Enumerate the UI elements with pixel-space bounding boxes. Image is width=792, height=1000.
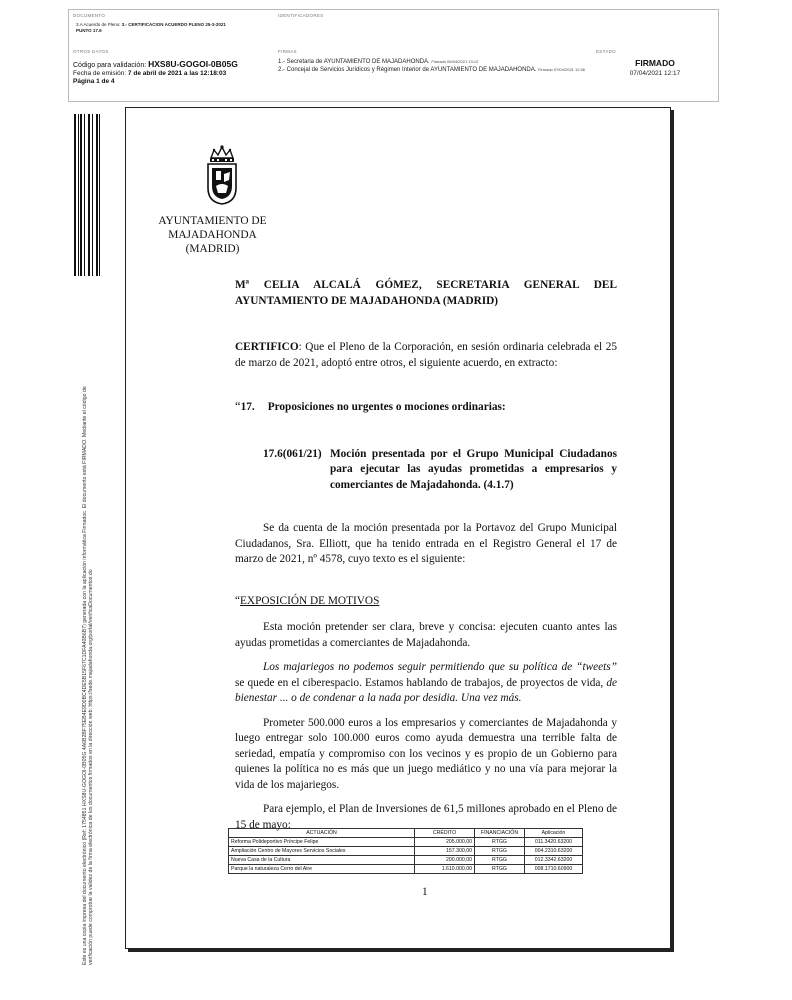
cell-credito: 1.610.000,00 [415,865,475,874]
letterhead-line1: AYUNTAMIENTO DE [158,215,267,227]
col-aplicacion: Aplicación [525,829,583,838]
paragraph-4: Para ejemplo, el Plan de Inversiones de 61,5 millones aprobado en el Pleno de 15 de mayo: [235,803,617,831]
table-row [229,838,583,847]
cell-aplicacion: 004.2310.63200 [525,847,583,856]
coat-of-arms-icon [203,144,241,206]
barcode-icon [74,114,100,276]
page-number: 1 [422,886,428,898]
col-financiacion: FINANCIACIÓN [475,829,525,838]
cell-financiacion: RTGG [475,865,525,874]
documento-line1: 3.A Acuerdo de Pleno: 3.- CERTIFICACION ACUERDO PLENO 25-3-2021 [76,22,226,27]
item-heading: “17. Proposiciones no urgentes o mociones ordinarias: [235,399,506,413]
firmas-caption: FIRMAS [278,49,297,54]
intro-paragraph: Se da cuenta de la moción presentada por la Portavoz del Grupo Municipal Ciudadanos, Sra. Elliott, que ha tenido entrada en el Registro General el 17 de marzo de 2021, nº 4578, cuyo texto es el siguiente: [235,522,617,565]
page-count: Página 1 de 4 [73,78,115,85]
cell-aplicacion: 008.1710.60900 [525,865,583,874]
table-row [229,856,583,865]
signature-1: 1.- Secretaria de AYUNTAMIENTO DE MAJADAHONDA. Firmado 06/04/2021 13:12 [278,59,479,65]
letterhead-line2: MAJADAHONDA [168,229,257,241]
cell-actuacion: Ampliación Centro de Mayores Servicios Sociales [229,847,415,856]
cell-credito: 157.300,00 [415,847,475,856]
documento-cell [69,10,274,46]
investment-table [228,828,583,874]
letterhead-line3: (MADRID) [185,243,240,255]
cell-financiacion: RTGG [475,838,525,847]
validation-code: Código para validación: HXS8U-GOGOI-0B05G [73,59,238,69]
otros-datos-caption: OTROS DATOS [73,49,109,54]
cell-actuacion: Parque la naturaleza Cerro del Aire [229,865,415,874]
documento-line2: PUNTO 17.6 [76,28,102,33]
document-body [235,278,617,833]
mocion-number: 17.6(061/21) [263,447,322,460]
issue-date: Fecha de emisión: 7 de abril de 2021 a las 12:18:03 [73,70,227,77]
paragraph-1: Esta moción pretender ser clara, breve y concisa: ejecuten cuanto antes las ayudas prometidas a comerciantes de Majadahonda. [235,621,617,649]
identificadores-caption: IDENTIFICADORES [278,13,324,18]
table-row [229,847,583,856]
status-date: 07/04/2021 12:17 [629,70,681,77]
identificadores-cell [274,10,718,46]
table-row [229,865,583,874]
status-badge: FIRMADO [635,58,675,68]
cell-credito: 205.000,00 [415,838,475,847]
cell-financiacion: RTGG [475,856,525,865]
cell-aplicacion: 011.3420.63200 [525,838,583,847]
paragraph-3: Prometer 500.000 euros a los empresarios y comerciantes de Majadahonda y luego entregar solo 100.000 euros como ayuda demuestra una terrible falta de seriedad, empatía y compromiso con los vecinos y es propio de un Gobierno para quienes la política no es más que un juego mediático y no una vía para mejorar la vida de los majariegos. [235,716,617,791]
firmas-cell [274,46,592,101]
paragraph-2: Los majariegos no podemos seguir permitiendo que su política de “tweets” se quede en el ciberespacio. Estamos hablando de trabajos, de proyectos de vida, de bienestar ... o de condenar a la nada por desidia. Una vez más. [235,661,617,704]
cell-aplicacion: 012.3342.63200 [525,856,583,865]
estado-cell [592,46,718,101]
signature-2: 2.- Concejal de Servicios Jurídicos y Régimen Interior de AYUNTAMIENTO DE MAJADAHONDA. Firmado 07/04/2021 12:06 [278,67,586,73]
table-header-row [229,829,583,838]
side-note-line2: verificación puede comprobar la validez de la firma electrónica de los documentos firmados en la dirección web: https://sede.majadahonda.org/portal/verificaDocumentos.do [88,569,94,965]
estado-caption: ESTADO [596,49,616,54]
certificate-title-line2: AYUNTAMIENTO DE MAJADAHONDA (MADRID) [235,294,499,307]
certificate-title-line1: Mª CELIA ALCALÁ GÓMEZ, SECRETARIA GENERAL DEL [235,279,617,291]
side-note-line1: Este es una copia impresa del documento electrónico (Ref: 1754851 HXS8U-GOGOI-0B05G 4A6B2BF75EB4E9D0BC4DE5B15F67C1DFA40B6B7) generada con la aplicación informática Firmadoc. El documento está FIRMADO. Mediante el código de [82,386,88,965]
documento-caption: DOCUMENTO [73,13,106,18]
expo-heading: “EXPOSICIÓN DE MOTIVOS [235,594,380,607]
mocion-title: Moción presentada por el Grupo Municipal Ciudadanos para ejecutar las ayudas prometidas a empresarios y comerciantes de Majadahonda. (4.1.7) [330,447,617,491]
certifico-paragraph: CERTIFICO: Que el Pleno de la Corporación, en sesión ordinaria celebrada el 25 de marzo de 2021, adoptó entre otros, el siguiente acuerdo, en extracto: [235,341,617,369]
cell-credito: 200.000,00 [415,856,475,865]
letterhead [145,214,280,256]
cell-actuacion: Reforma Polideportivo Príncipe Felipe [229,838,415,847]
col-actuacion: ACTUACIÓN [229,829,415,838]
col-credito: CRÉDITO [415,829,475,838]
otros-datos-cell [69,46,274,101]
document-metadata-header [68,9,719,102]
verification-side-note [82,300,104,965]
mocion-heading [235,447,617,494]
cell-actuacion: Nueva Casa de la Cultura [229,856,415,865]
cell-financiacion: RTGG [475,847,525,856]
